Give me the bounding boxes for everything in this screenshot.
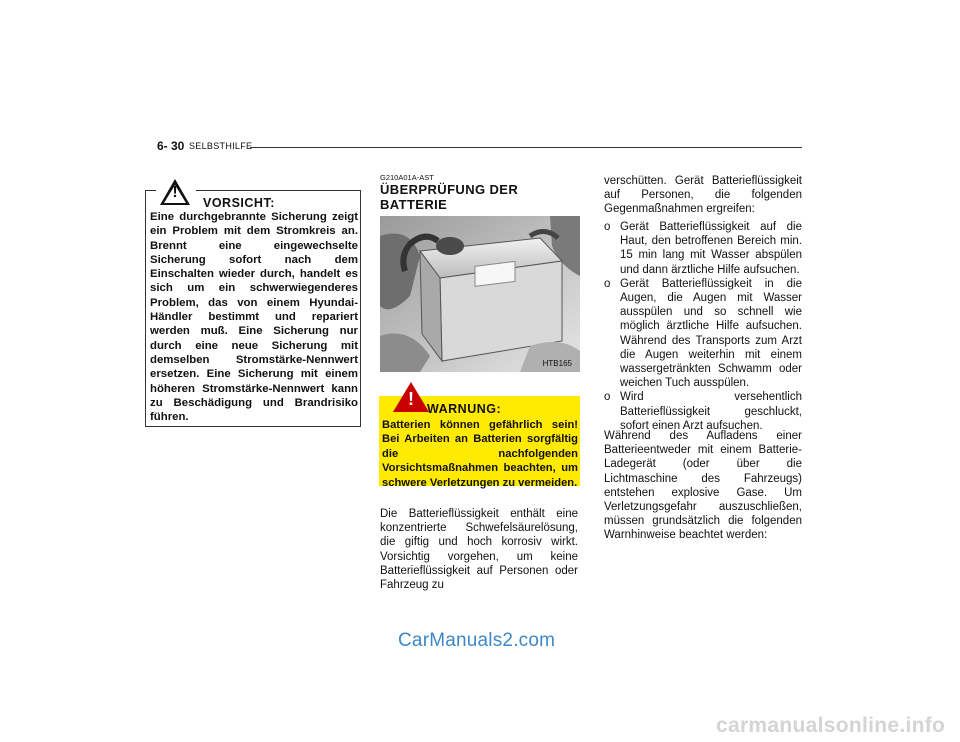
section-name: SELBSTHILFE xyxy=(189,141,253,151)
page-number: 6- 30 xyxy=(157,139,185,153)
image-id: HTB165 xyxy=(542,359,572,368)
section-title: ÜBERPRÜFUNG DER BATTERIE xyxy=(380,182,519,212)
page-header xyxy=(157,139,802,157)
caution-text: Eine durchgebrannte Sicherung zeigt ein Problem mit dem Stromkreis an. Brennt eine eingewechselte Sicherung sofort nach dem Einschalten wieder durch, handelt es sich um ein schwerwiegenderes Problem, das von einem Hyundai-Händler bestimmt und repariert werden muß. Eine Sicherung nur durch eine neue Sicherung mit demselben Stromstärke-Nennwert ersetzen. Eine Sicherung mit einem höheren Stromstärke-Nennwert kann zu Beschädigung und Brandrisiko führen. xyxy=(150,211,358,424)
caution-box xyxy=(145,184,361,427)
header-rule xyxy=(250,147,802,148)
warning-triangle-icon: ! xyxy=(156,177,196,207)
body-paragraph-acid: Die Batterieflüssigkeit enthält eine konzentrierte Schwefelsäurelösung, die giftig und hoch korrosiv wirkt. Vorsichtig vorgehen, um keine Batterieflüssigkeit auf Personen oder Fahrzeug zu xyxy=(380,508,578,592)
watermark-link-carmanualsonline[interactable]: carmanualsonline.info xyxy=(716,714,946,737)
battery-illustration xyxy=(380,216,580,372)
warning-title: WARNUNG: xyxy=(427,402,502,416)
list-item: o Gerät Batterieflüssigkeit auf die Haut, den betroffenen Bereich min. 15 min lang mit Wasser abspülen und dann ärztliche Hilfe aufsuchen. xyxy=(604,221,802,276)
list-item: o Wird versehentlich Batterieflüssigkeit geschluckt, sofort einen Arzt aufsuchen. xyxy=(604,391,802,432)
watermark-link-carmanuals2[interactable]: CarManuals2.com xyxy=(398,630,556,651)
warning-text: Batterien können gefährlich sein! Bei Arbeiten an Batterien sorgfältig die nachfolgenden Vorsichtsmaßnahmen beachten, um schwere Verletzungen zu vermeiden. xyxy=(382,419,578,489)
bullet-marker: o xyxy=(604,221,611,233)
danger-triangle-icon: ! xyxy=(391,382,431,414)
bullet-marker: o xyxy=(604,277,611,290)
list-item: o Gerät Batterieflüssigkeit in die Augen, die Augen mit Wasser ausspülen und so schnell wie möglich ärztliche Hilfe aufsuchen. Während des Transports zum Arzt die Augen weiterhin mit einem wassergetränkten Schwamm oder weichen Tuch ausspülen. xyxy=(604,277,802,390)
body-paragraph-charging: Während des Aufladens einer Batterieentweder mit einem Batterie-Ladegerät (oder über die Lichtmaschine des Fahrzeugs) entstehen explosive Gase. Um Verletzungsgefahr auszuschließen, müssen grundsätzlich die folgenden Warnhinweise beachtet werden: xyxy=(604,430,802,542)
section-code: G210A01A-AST xyxy=(380,173,434,182)
warning-box xyxy=(379,389,580,489)
bullet-marker: o xyxy=(604,391,611,404)
body-paragraph-spill: verschütten. Gerät Batterieflüssigkeit auf Personen, die folgenden Gegenmaßnahmen ergreifen: xyxy=(604,175,802,216)
caution-title: VORSICHT: xyxy=(203,196,275,210)
battery-photo xyxy=(380,216,580,372)
first-aid-list xyxy=(604,220,802,433)
